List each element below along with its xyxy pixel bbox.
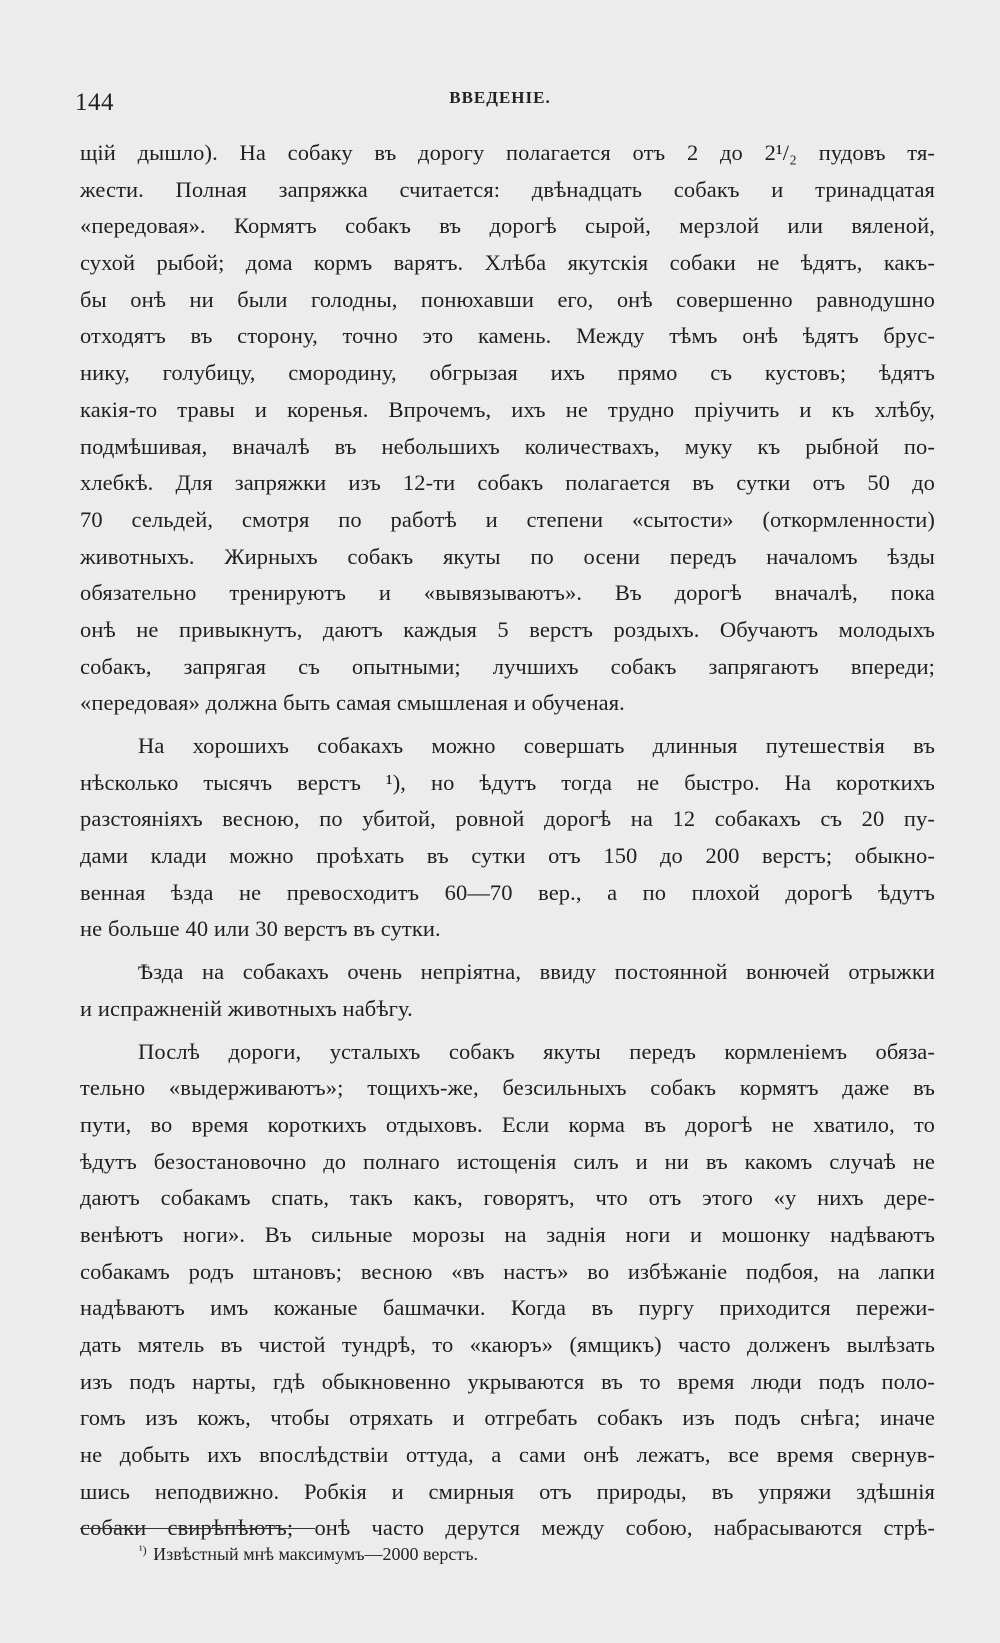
text-line: надѣваютъ имъ кожаные башмачки. Когда въ пургу приходится пережи-: [80, 1295, 935, 1321]
running-title: ВВЕДЕНІЕ.: [449, 88, 551, 107]
text-line: разстояніяхъ весною, по убитой, ровной дорогѣ на 12 собакахъ съ 20 пу-: [80, 806, 935, 832]
text-line: жести. Полная запряжка считается: двѣнадцать собакъ и тринадцатая: [80, 176, 935, 202]
text-line: щій дышло). На собаку въ дорогу полагается отъ 2 до 2¹/₂ пудовъ тя-: [80, 140, 935, 165]
text-line: Послѣ дороги, усталыхъ собакъ якуты передъ кормленіемъ обяза-: [138, 1038, 935, 1064]
text-line: и испражненій животныхъ набѣгу.: [80, 995, 413, 1021]
text-line: дами клади можно проѣхать въ сутки отъ 150 до 200 верстъ; обыкно-: [80, 843, 935, 869]
page-number: 144: [75, 89, 114, 116]
text-line: какія-то травы и коренья. Впрочемъ, ихъ не трудно пріучить и къ хлѣбу,: [80, 396, 935, 422]
text-line: ѣдутъ безостановочно до полнаго истощенія силъ и ни въ какомъ случаѣ не: [80, 1148, 935, 1174]
text-line: не больше 40 или 30 верстъ въ сутки.: [80, 916, 441, 942]
text-line: дать мятель въ чистой тундрѣ, то «каюръ» (ямщикъ) часто долженъ вылѣзать: [80, 1332, 935, 1357]
footnote-marker: ¹): [139, 1543, 147, 1557]
text-line: «передовая». Кормятъ собакъ въ дорогѣ сырой, мерзлой или вяленой,: [80, 213, 935, 239]
paragraph-1: [80, 135, 935, 722]
text-line: отходятъ въ сторону, точно это камень. Между тѣмъ онѣ ѣдятъ брус-: [80, 323, 935, 349]
main-text: [80, 135, 935, 1547]
text-line: На хорошихъ собакахъ можно совершать длинныя путешествія въ: [138, 733, 935, 758]
text-line: нѣсколько тысячъ верстъ ¹), но ѣдутъ тогда не быстро. На короткихъ: [80, 769, 935, 795]
text-line: 70 сельдей, смотря по работѣ и степени «сытости» (откормленности): [80, 506, 935, 532]
text-line: не добыть ихъ впослѣдствіи оттуда, а сами онѣ лежатъ, все время свернув-: [80, 1442, 935, 1468]
text-line: венѣютъ ноги». Въ сильные морозы на заднія ноги и мошонку надѣваютъ: [80, 1221, 935, 1247]
text-line: гомъ изъ кожъ, чтобы отряхать и отгребать собакъ изъ подъ снѣга; иначе: [80, 1405, 935, 1431]
text-line: шись неподвижно. Робкія и смирныя отъ природы, въ упряжи здѣшнія: [80, 1478, 935, 1504]
text-line: онѣ не привыкнутъ, даютъ каждыя 5 верстъ роздыхъ. Обучаютъ молодыхъ: [80, 616, 935, 642]
text-line: пути, во время короткихъ отдыховъ. Если корма въ дорогѣ не хватило, то: [80, 1111, 935, 1137]
text-line: обязательно тренируютъ и «вывязываютъ». Въ дорогѣ вначалѣ, пока: [80, 580, 935, 606]
paragraph-3: [80, 954, 935, 1027]
paragraph-2: [80, 728, 935, 948]
text-line: бы онѣ ни были голодны, понюхавши его, онѣ совершенно равнодушно: [80, 286, 935, 312]
footnote: [139, 1538, 478, 1566]
footnote-text: Извѣстный мнѣ максимумъ—2000 верстъ.: [153, 1544, 479, 1564]
text-line: сухой рыбой; дома кормъ варятъ. Хлѣба якутскія собаки не ѣдятъ, какъ-: [80, 250, 935, 276]
text-line: венная ѣзда не превосходитъ 60—70 вер., а по плохой дорогѣ ѣдутъ: [80, 879, 935, 905]
text-line: подмѣшивая, вначалѣ въ небольшихъ количествахъ, муку къ рыбной по-: [80, 433, 935, 459]
text-line: собакамъ родъ штановъ; весною «въ настъ» во избѣжаніе подбоя, на лапки: [80, 1258, 935, 1284]
text-line: тельно «выдерживаютъ»; тощихъ-же, безсильныхъ собакъ кормятъ даже въ: [80, 1075, 935, 1101]
text-line: собакъ, запрягая съ опытными; лучшихъ собакъ запрягаютъ впереди;: [80, 653, 935, 679]
footnote-divider: [80, 1528, 315, 1529]
text-line: животныхъ. Жирныхъ собакъ якуты по осени передъ началомъ ѣзды: [80, 543, 935, 569]
text-line: хлебкѣ. Для запряжки изъ 12-ти собакъ полагается въ сутки отъ 50 до: [80, 470, 935, 496]
text-line: нику, голубицу, смородину, обгрызая ихъ прямо съ кустовъ; ѣдятъ: [80, 360, 935, 386]
paragraph-4: [80, 1034, 935, 1548]
text-line: изъ подъ нарты, гдѣ обыкновенно укрываются въ то время люди подъ поло-: [80, 1368, 935, 1394]
text-line: собаки свирѣпѣютъ; онѣ часто дерутся между собою, набрасываются стрѣ-: [80, 1515, 935, 1541]
text-line: Ѣзда на собакахъ очень непріятна, ввиду постоянной вонючей отрыжки: [138, 959, 935, 985]
text-line: «передовая» должна быть самая смышленая и обученая.: [80, 690, 625, 716]
text-line: даютъ собакамъ спать, такъ какъ, говорятъ, что отъ этого «у нихъ дере-: [80, 1185, 935, 1211]
